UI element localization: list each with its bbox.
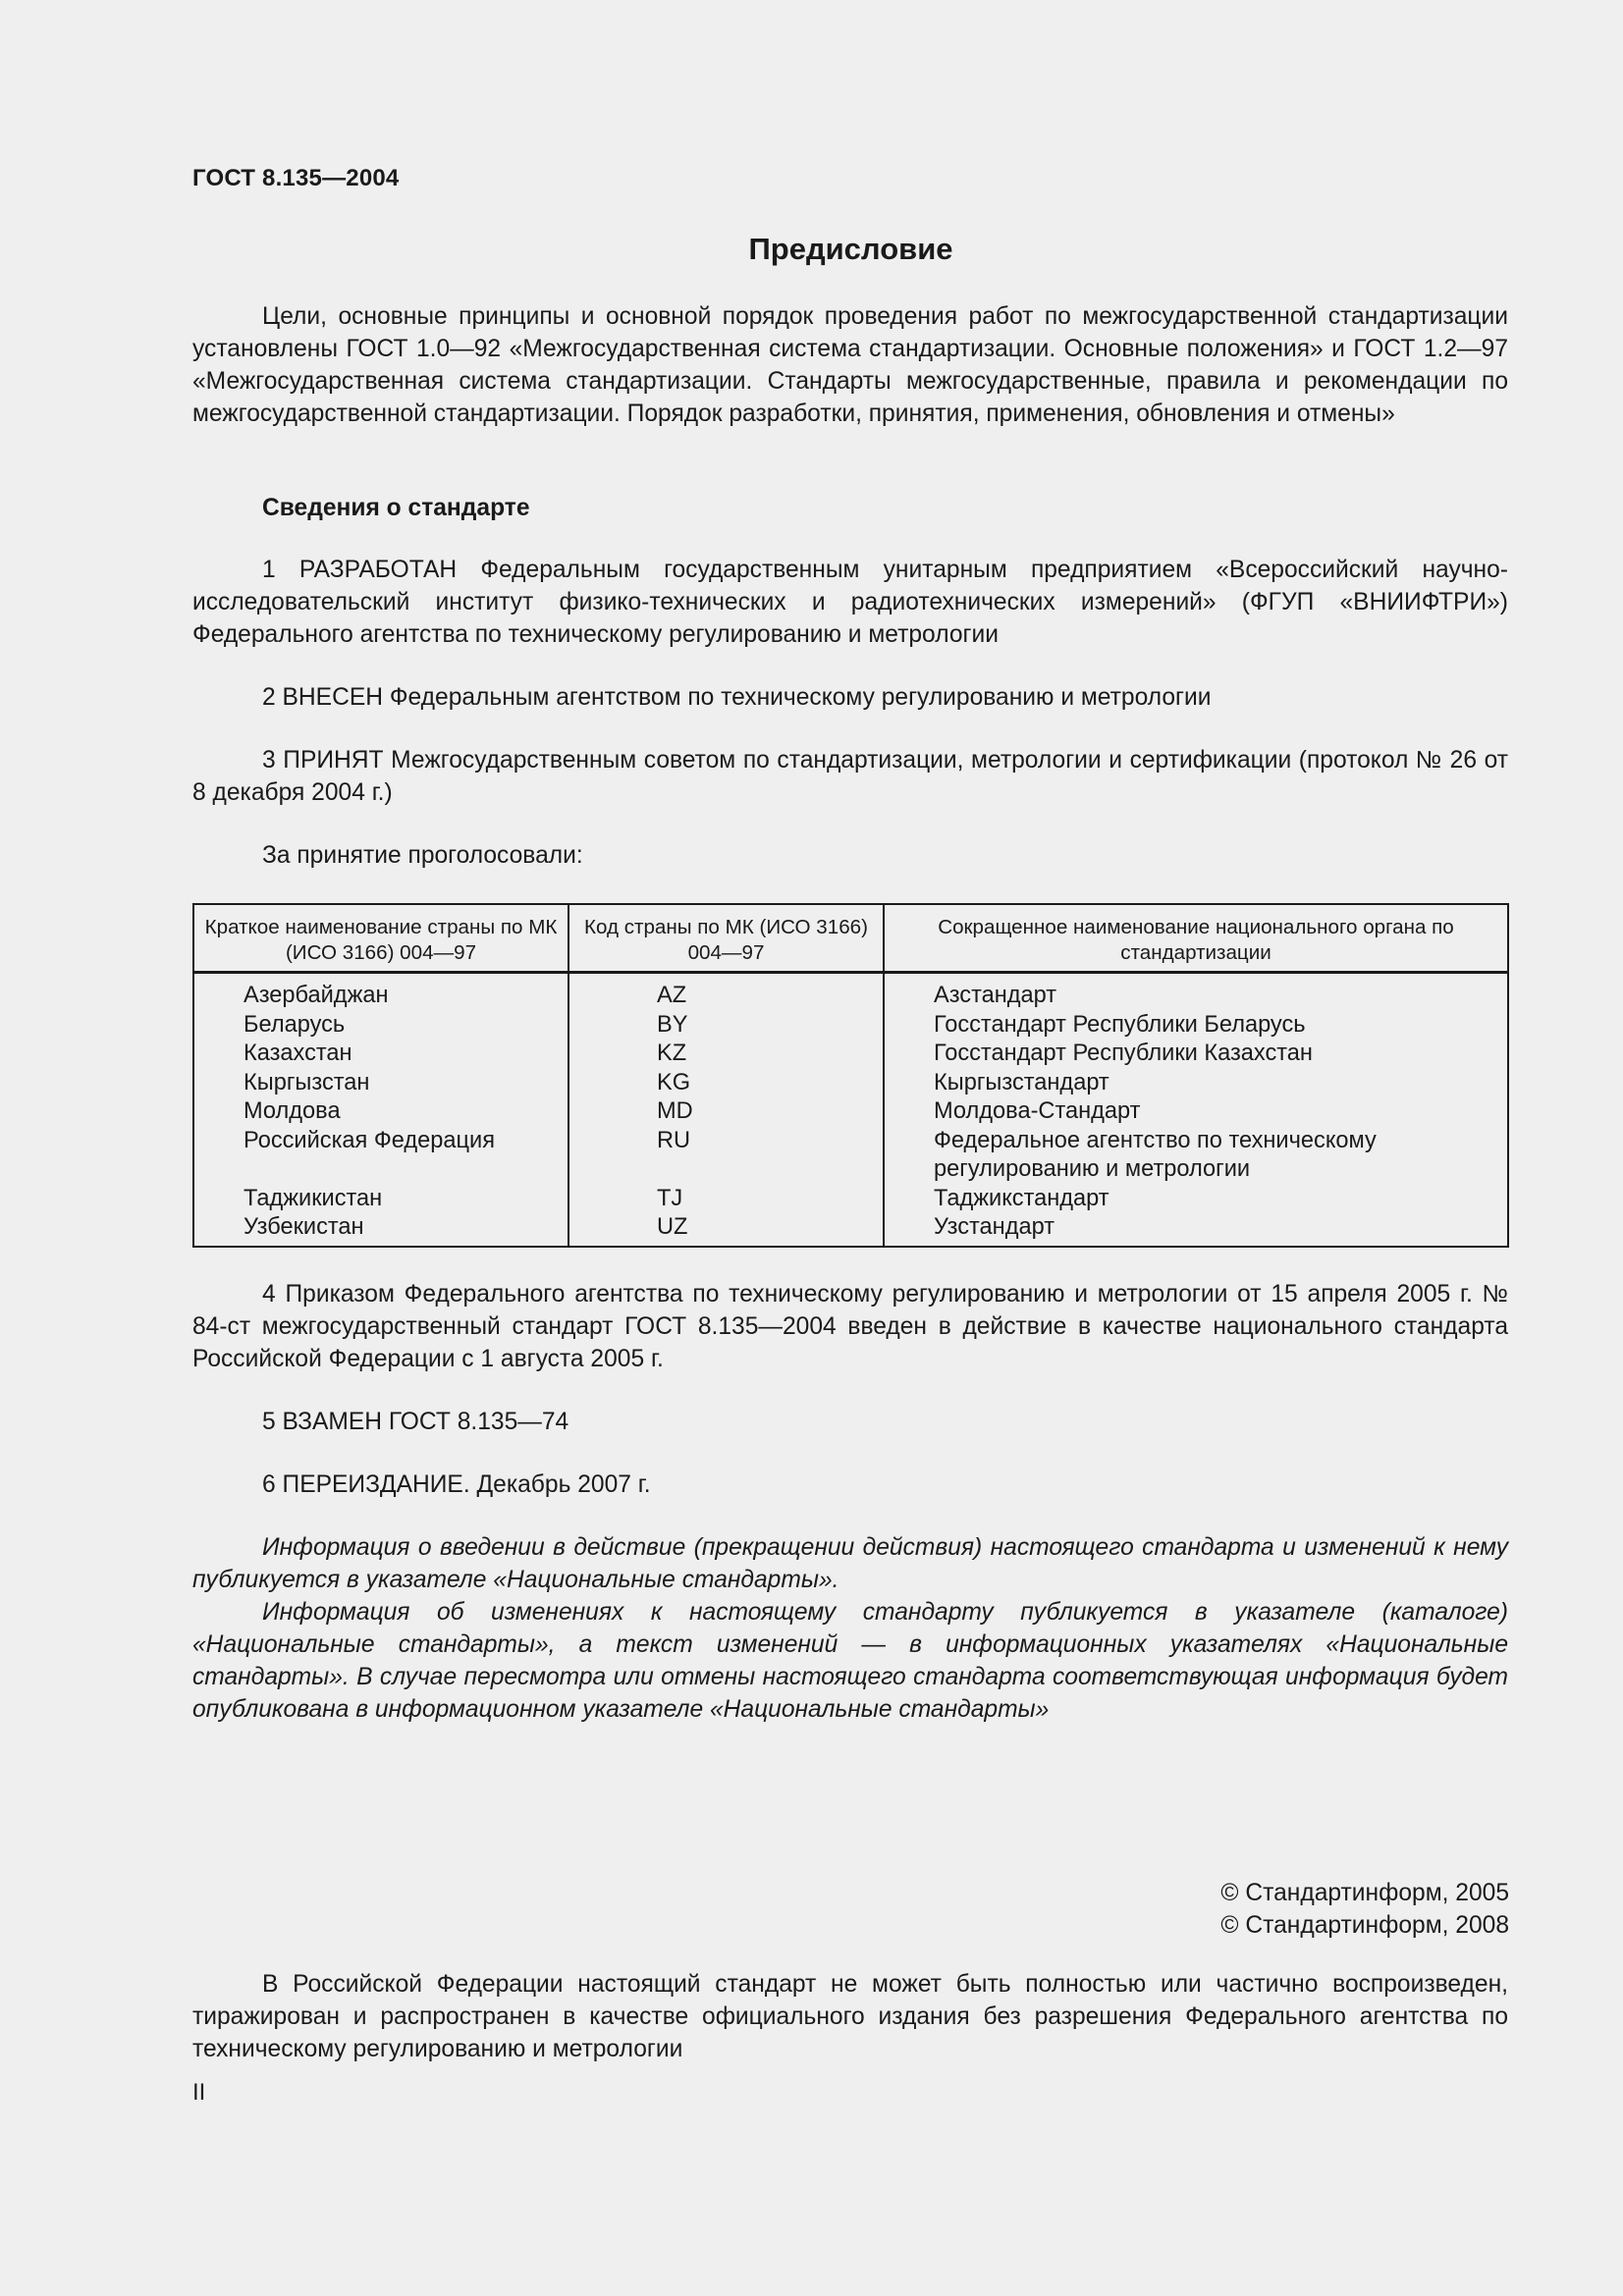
item-1-block: [192, 554, 1508, 651]
table-row: [193, 1127, 1508, 1185]
country-code: BY: [568, 1011, 884, 1041]
table-row: [193, 1040, 1508, 1069]
document-header: ГОСТ 8.135—2004: [192, 165, 400, 191]
table-row: [193, 973, 1508, 1011]
standards-body: Азстандарт: [884, 973, 1508, 1011]
table-row: [193, 1011, 1508, 1041]
country-code: UZ: [568, 1213, 884, 1247]
copyright-block: [1220, 1877, 1509, 1942]
standards-body: Таджикстандарт: [884, 1185, 1508, 1214]
standards-body: Федеральное агентство по техническому регулированию и метрологии: [884, 1127, 1508, 1185]
copyright-line: © Стандартинформ, 2005: [1220, 1880, 1509, 1906]
page-title: Предисловие: [748, 232, 953, 266]
country-name: Молдова: [243, 1098, 341, 1124]
country-code: RU: [568, 1127, 884, 1185]
item-1: 1 РАЗРАБОТАН Федеральным государственным унитарным предприятием «Всероссийский научно-исследовательский институт физико-технических и радиотехнических измерений» (ФГУП «ВНИИФТРИ») Федерального агентства по техническому регулированию и метрологии: [192, 557, 1508, 648]
voted-label: За принятие проголосовали:: [262, 842, 583, 869]
item-5: 5 ВЗАМЕН ГОСТ 8.135—74: [262, 1409, 569, 1435]
country-name: Казахстан: [243, 1041, 352, 1066]
country-name: Таджикистан: [243, 1185, 383, 1211]
item-4: 4 Приказом Федерального агентства по техническому регулированию и метрологии от 15 апреля 2005 г. № 84-ст межгосударственный стандарт ГОСТ 8.135—2004 введен в действие в качестве национального стандарта Российской Федерации с 1 августа 2005 г.: [192, 1281, 1508, 1372]
italic-paragraph-1: Информация о введении в действие (прекращении действия) настоящего стандарта и изменений к нему публикуется в указателе «Национальные стандарты».: [192, 1534, 1508, 1593]
item-6-block: [192, 1468, 1508, 1501]
notice-paragraph: В Российской Федерации настоящий стандарт не может быть полностью или частично воспроизведен, тиражирован и распространен в качестве официального издания без разрешения Федерального агентства по техническому регулированию и метрологии: [192, 1971, 1508, 2062]
country-name: Российская Федерация: [243, 1127, 496, 1153]
country-code: TJ: [568, 1185, 884, 1214]
copyright-line: © Стандартинформ, 2008: [1220, 1912, 1509, 1939]
item-6: 6 ПЕРЕИЗДАНИЕ. Декабрь 2007 г.: [262, 1471, 651, 1498]
item-2-block: [192, 681, 1508, 714]
standards-body: Госстандарт Республики Казахстан: [884, 1040, 1508, 1069]
page-number: II: [192, 2079, 206, 2106]
standards-body: Кыргызстандарт: [884, 1069, 1508, 1098]
item-5-block: [192, 1406, 1508, 1438]
header-standards-body: Сокращенное наименование национального органа по стандартизации: [884, 904, 1508, 973]
table-row: [193, 1069, 1508, 1098]
countries-table: [192, 903, 1509, 1248]
header-country-code: Код страны по МК (ИСО 3166) 004—97: [568, 904, 884, 973]
country-code: KZ: [568, 1040, 884, 1069]
country-name: Кыргызстан: [243, 1069, 370, 1095]
table-row: [193, 1185, 1508, 1214]
item-3: 3 ПРИНЯТ Межгосударственным советом по стандартизации, метрологии и сертификации (протокол № 26 от 8 декабря 2004 г.): [192, 747, 1508, 806]
standards-body: Госстандарт Республики Беларусь: [884, 1011, 1508, 1041]
voted-block: [192, 839, 1508, 872]
standards-body: Узстандарт: [884, 1213, 1508, 1247]
item-4-block: [192, 1278, 1508, 1375]
country-code: KG: [568, 1069, 884, 1098]
country-name: Беларусь: [243, 1011, 346, 1038]
intro-paragraph: Цели, основные принципы и основной порядок проведения работ по межгосударственной стандартизации установлены ГОСТ 1.0—92 «Межгосударственная система стандартизации. Основные положения» и ГОСТ 1.2—97 «Межгосударственная система стандартизации. Стандарты межгосударственные, правила и рекомендации по межгосударственной стандартизации. Порядок разработки, принятия, применения, обновления и отмены»: [192, 303, 1508, 427]
country-code: AZ: [568, 973, 884, 1011]
item-2: 2 ВНЕСЕН Федеральным агентством по техническому регулированию и метрологии: [262, 684, 1212, 711]
intro-section: [192, 300, 1508, 430]
country-name: Азербайджан: [243, 983, 389, 1008]
standards-body: Молдова-Стандарт: [884, 1097, 1508, 1127]
item-3-block: [192, 744, 1508, 809]
country-name: Узбекистан: [243, 1214, 364, 1240]
country-code: MD: [568, 1097, 884, 1127]
table-row: [193, 1097, 1508, 1127]
table-header-row: [193, 904, 1508, 973]
info-heading-block: [192, 492, 1508, 524]
italic-paragraph-2: Информация об изменениях к настоящему стандарту публикуется в указателе (каталоге) «Национальные стандарты», а текст изменений — в информационных указателях «Национальные стандарты». В случае пересмотра или отмены настоящего стандарта соответствующая информация будет опубликована в информационном указателе «Национальные стандарты»: [192, 1599, 1508, 1723]
header-country-name: Краткое наименование страны по МК (ИСО 3166) 004—97: [193, 904, 568, 973]
table-row: [193, 1213, 1508, 1247]
info-heading: Сведения о стандарте: [262, 495, 530, 521]
italic-info-block: [192, 1531, 1508, 1726]
notice-block: [192, 1968, 1508, 2065]
